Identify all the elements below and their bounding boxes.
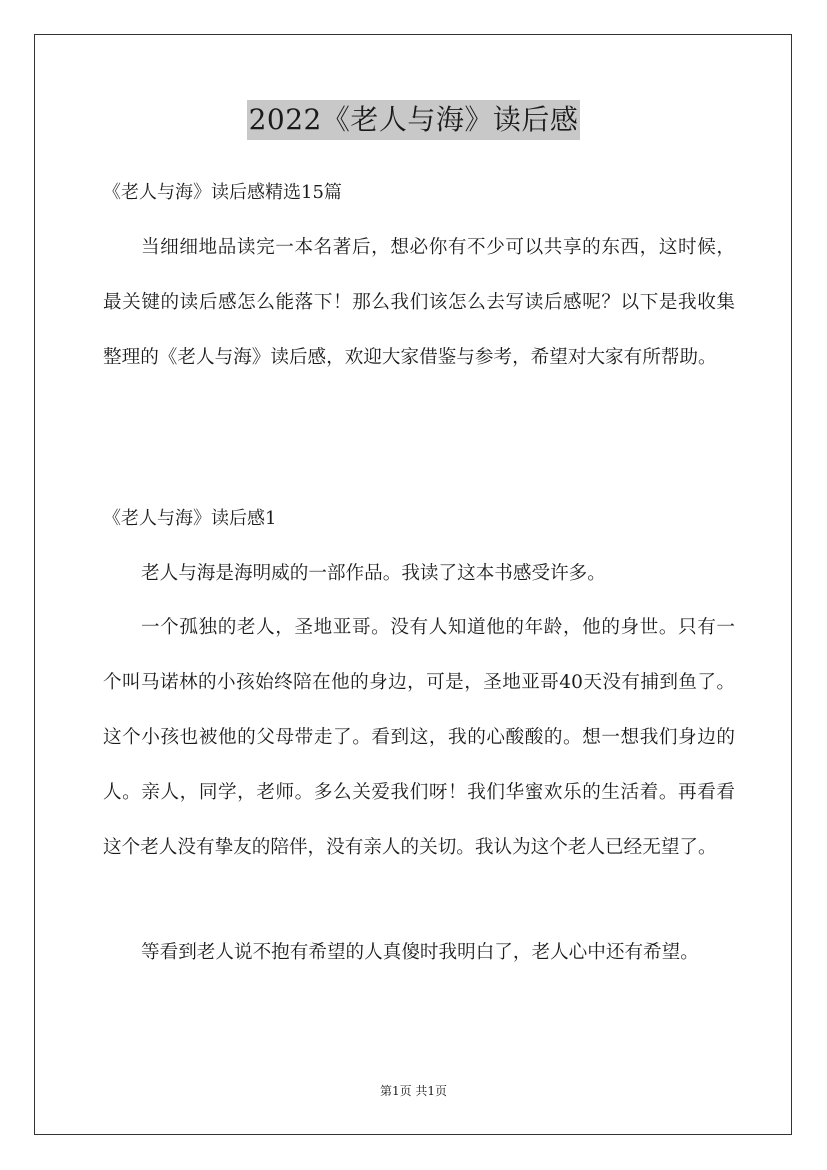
- document-subtitle: 《老人与海》读后感精选15篇: [103, 182, 342, 203]
- body-paragraph-2: 一个孤独的老人，圣地亚哥。没有人知道他的年龄，他的身世。只有一个叫马诺林的小孩始终陪在他的身边，可是，圣地亚哥40天没有捕到鱼了。这个小孩也被他的父母带走了。看到这，我的心酸酸的。想一想我们身边的人。亲人，同学，老师。多么关爱我们呀！我们华蜜欢乐的生活着。再看看这个老人没有挚友的陪伴，没有亲人的关切。我认为这个老人已经无望了。: [103, 617, 735, 858]
- title-wrap: [0, 100, 827, 140]
- section-title: 《老人与海》读后感1: [103, 508, 277, 529]
- body-paragraph-3: 等看到老人说不抱有希望的人真傻时我明白了，老人心中还有希望。: [141, 942, 699, 963]
- page-footer: 第1页 共1页: [379, 1084, 448, 1098]
- document-title: 2022《老人与海》读后感: [247, 100, 581, 140]
- intro-paragraph: 当细细地品读完一本名著后，想必你有不少可以共享的东西，这时候，最关键的读后感怎么能落下！那么我们该怎么去写读后感呢？以下是我收集整理的《老人与海》读后感，欢迎大家借鉴与参考，希望对大家有所帮助。: [103, 237, 735, 368]
- body-paragraph-1: 老人与海是海明威的一部作品。我读了这本书感受许多。: [141, 563, 606, 584]
